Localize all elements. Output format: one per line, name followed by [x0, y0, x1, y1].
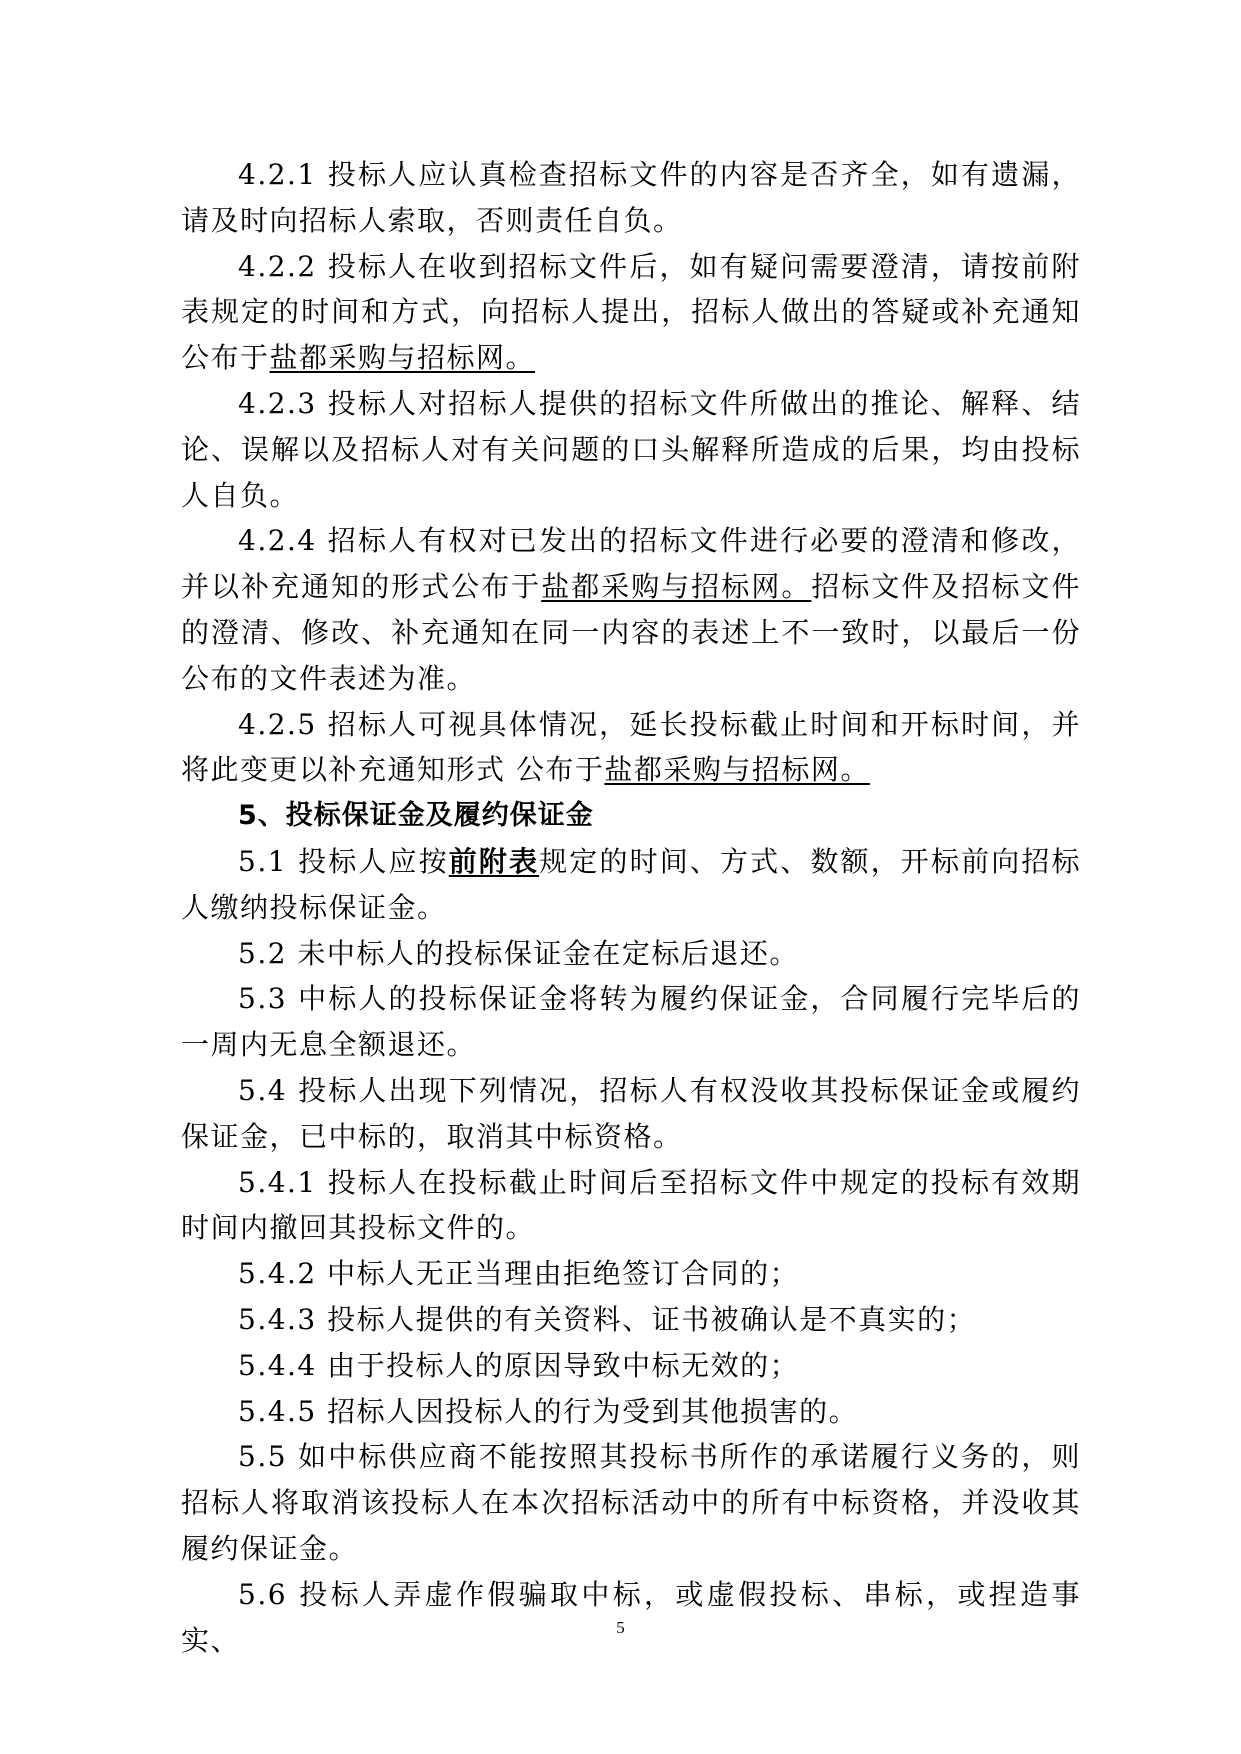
website-reference: 盐都采购与招标网。: [269, 341, 536, 375]
paragraph-4-2-1: [181, 152, 1081, 244]
paragraph-text: 5.4.1 投标人在投标截止时间后至招标文件中规定的投标有效期时间内撤回其投标文件的。: [181, 1165, 1081, 1245]
paragraph-4-2-5: [181, 702, 1081, 794]
paragraph-text: 5.6 投标人弄虚作假骗取中标，或虚假投标、串标，或捏造事实、: [181, 1577, 1081, 1657]
paragraph-5-4-2: [181, 1251, 1081, 1297]
paragraph-text: 5.4 投标人出现下列情况，招标人有权没收其投标保证金或履约保证金，已中标的，取消其中标资格。: [181, 1073, 1081, 1153]
paragraph-5-5: [181, 1434, 1081, 1571]
paragraph-text: 规定的时间、方式、数额，开标前向招标人缴纳投标保证金。: [181, 844, 1081, 924]
front-table-reference: 前附表: [448, 844, 540, 878]
paragraph-text: 5.3 中标人的投标保证金将转为履约保证金，合同履行完毕后的一周内无息全额退还。: [181, 982, 1081, 1062]
paragraph-text: 5.4.5 招标人因投标人的行为受到其他损害的。: [238, 1394, 859, 1428]
paragraph-5-2: [181, 931, 1081, 977]
paragraph-text: 5.4.2 中标人无正当理由拒绝签订合同的；: [238, 1257, 800, 1291]
paragraph-5-4-3: [181, 1297, 1081, 1343]
paragraph-5-3: [181, 976, 1081, 1068]
website-reference: 盐都采购与招标网。: [541, 570, 812, 604]
paragraph-5-4-5: [181, 1389, 1081, 1435]
paragraph-5-4-1: [181, 1160, 1081, 1252]
paragraph-5-1: [181, 839, 1081, 931]
paragraph-5-4-4: [181, 1343, 1081, 1389]
website-reference: 盐都采购与招标网。: [604, 753, 870, 787]
paragraph-text: 4.2.2 投标人在收到招标文件后，如有疑问需要澄清，请按前附表规定的时间和方式，向招标人提出，招标人做出的答疑或补充通知公布于: [181, 249, 1081, 375]
document-body: [181, 152, 1081, 1663]
paragraph-text: 4.2.3 投标人对招标人提供的招标文件所做出的推论、解释、结论、误解以及招标人对有关问题的口头解释所造成的后果，均由投标人自负。: [181, 386, 1081, 512]
page-number: 5: [616, 1618, 625, 1637]
paragraph-text: 5.5 如中标供应商不能按照其投标书所作的承诺履行义务的，则招标人将取消该投标人在本次招标活动中的所有中标资格，并没收其履约保证金。: [181, 1440, 1081, 1565]
paragraph-text: 5.4.3 投标人提供的有关资料、证书被确认是不真实的；: [238, 1302, 977, 1336]
paragraph-text: 5.2 未中标人的投标保证金在定标后退还。: [238, 936, 799, 970]
paragraph-5-4: [181, 1068, 1081, 1160]
paragraph-text: 5.4.4 由于投标人的原因导致中标无效的；: [238, 1348, 800, 1382]
paragraph-text: 4.2.1 投标人应认真检查招标文件的内容是否齐全，如有遗漏，请及时向招标人索取，否则责任自负。: [181, 158, 1081, 237]
paragraph-text: 4.2.5 招标人可视具体情况，延长投标截止时间和开标时间，并将此变更以补充通知形式 公布于: [181, 707, 1081, 787]
paragraph-4-2-3: [181, 381, 1081, 518]
heading-text: 5、投标保证金及履约保证金: [238, 800, 594, 832]
paragraph-text: 招标文件及招标文件的澄清、修改、补充通知在同一内容的表述上不一致时，以最后一份公布的文件表述为准。: [181, 570, 1081, 695]
paragraph-text: 4.2.4 招标人有权对已发出的招标文件进行必要的澄清和修改，并以补充通知的形式公布于: [181, 524, 1081, 604]
section-heading-5: [181, 793, 1081, 839]
paragraph-4-2-4: [181, 518, 1081, 701]
paragraph-4-2-2: [181, 244, 1081, 381]
paragraph-text: 5.1 投标人应按: [238, 844, 449, 878]
